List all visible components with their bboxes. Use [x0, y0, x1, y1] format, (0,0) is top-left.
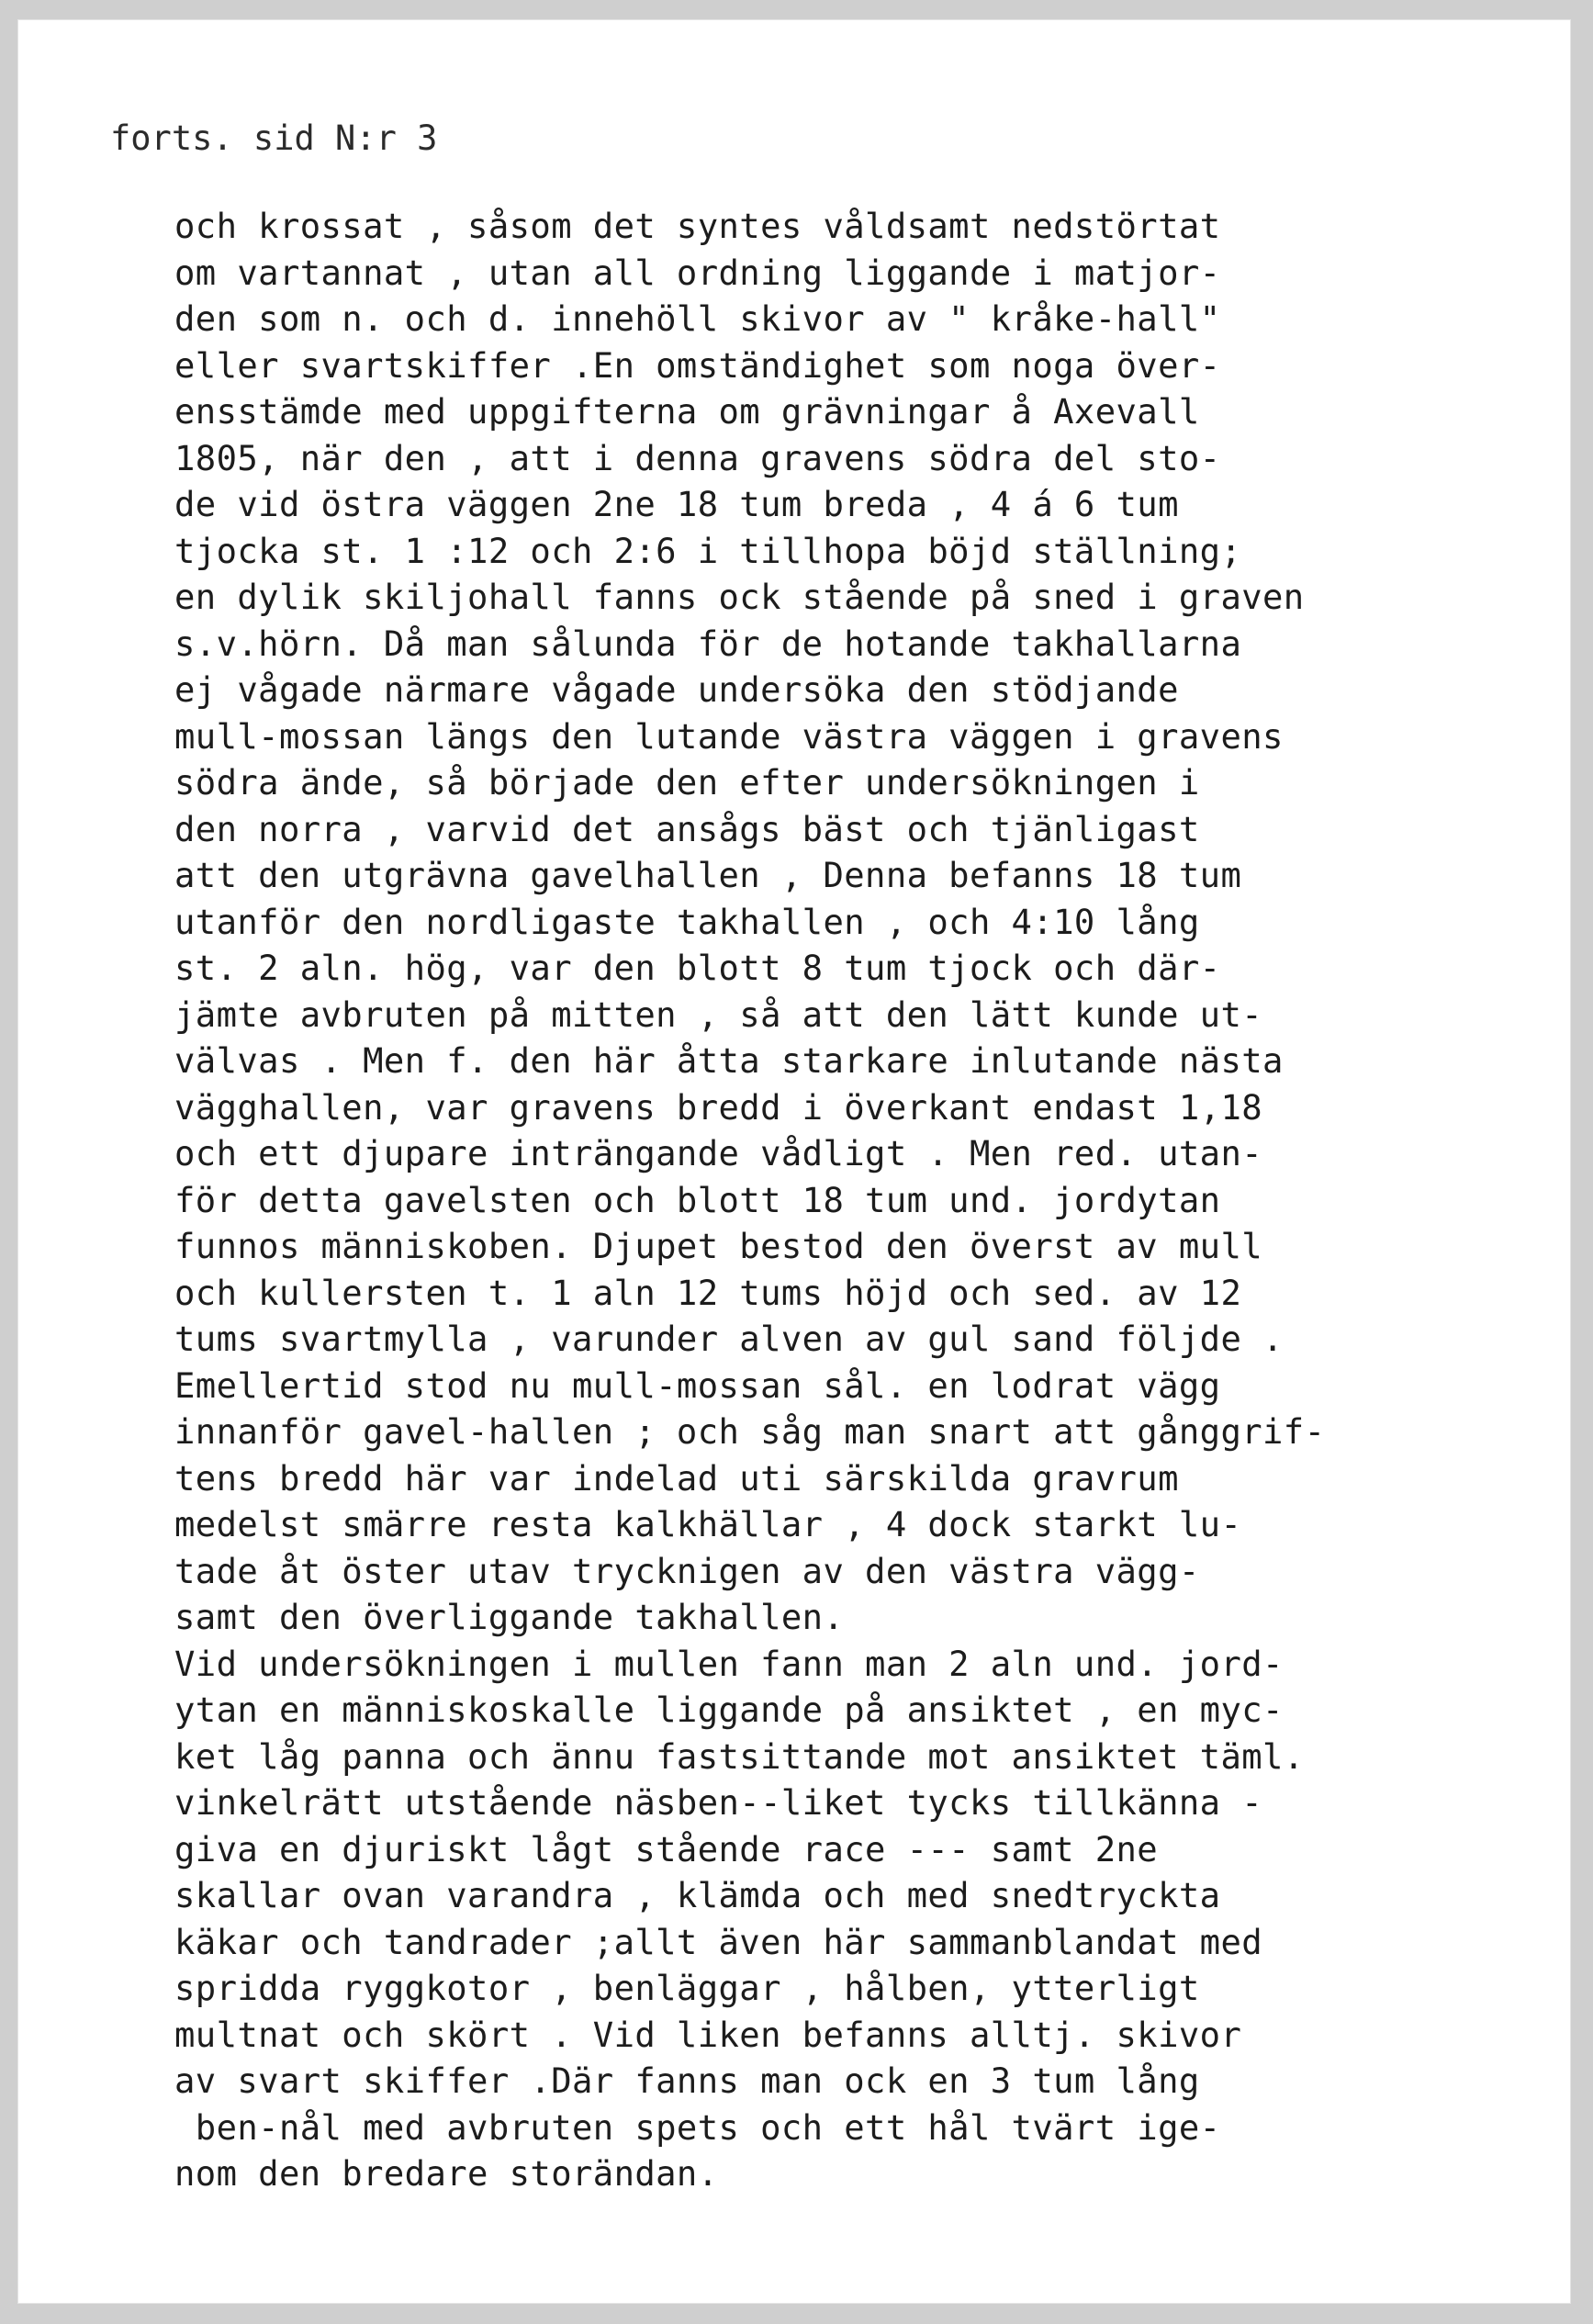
text-line: södra ände, så började den efter undersökningen i [174, 762, 1200, 803]
text-line: medelst smärre resta kalkhällar , 4 dock starkt lu- [174, 1504, 1242, 1544]
text-line: utanför den nordligaste takhallen , och 4:10 lång [174, 901, 1200, 942]
text-line: tjocka st. 1 :12 och 2:6 i tillhopa böjd ställning; [174, 530, 1242, 571]
text-line: eller svartskiffer .En omständighet som noga över- [174, 344, 1221, 386]
text-line: ytan en människoskalle liggande på ansiktet , en myc- [174, 1690, 1284, 1730]
text-line: ben-nål med avbruten spets och ett hål tvärt ige- [174, 2106, 1221, 2148]
text-line: den som n. och d. innehöll skivor av " kråke-hall" [174, 298, 1221, 339]
text-line: käkar och tandrader ;allt även här sammanblandat med [174, 1921, 1263, 1962]
text-line: ej vågade närmare vågade undersöka den stödjande [174, 669, 1179, 710]
text-line: Emellertid stod nu mull-mossan sål. en lodrat vägg [174, 1364, 1221, 1406]
text-line: spridda ryggkotor , benläggar , hålben, ytterligt [174, 1968, 1200, 2008]
text-line: giva en djuriskt lågt stående race --- samt 2ne [174, 1828, 1159, 1869]
text-line: tade åt öster utav trycknigen av den västra vägg- [174, 1550, 1200, 1591]
typed-body [174, 203, 1515, 2197]
text-line: samt den överliggande takhallen. [174, 1597, 845, 1637]
text-line: st. 2 aln. hög, var den blott 8 tum tjock och där- [174, 948, 1221, 988]
text-line: de vid östra väggen 2ne 18 tum breda , 4 á 6 tum [174, 484, 1179, 524]
page-heading: forts. sid N:r 3 [110, 118, 438, 158]
text-line: vinkelrätt utstående näsben--liket tycks tillkänna - [174, 1782, 1263, 1823]
text-line: skallar ovan varandra , klämda och med snedtryckta [174, 1875, 1221, 1915]
text-line: mull-mossan längs den lutande västra väggen i gravens [174, 715, 1284, 757]
text-line: Vid undersökningen i mullen fann man 2 aln und. jord- [174, 1643, 1284, 1684]
text-line: multnat och skört . Vid liken befanns alltj. skivor [174, 2014, 1242, 2055]
text-line: om vartannat , utan all ordning liggande i matjor- [174, 252, 1221, 293]
text-line: och kullersten t. 1 aln 12 tums höjd och sed. av 12 [174, 1272, 1242, 1313]
text-line: den norra , varvid det ansågs bäst och tjänligast [174, 808, 1200, 849]
text-line: jämte avbruten på mitten , så att den lätt kunde ut- [174, 994, 1263, 1035]
text-line: ensstämde med uppgifterna om grävningar å Axevall [174, 391, 1200, 432]
text-line: s.v.hörn. Då man sålunda för de hotande takhallarna [174, 623, 1242, 664]
text-line: nom den bredare storändan. [174, 2153, 719, 2194]
text-line: funnos människoben. Djupet bestod den överst av mull [174, 1226, 1263, 1266]
text-line: att den utgrävna gavelhallen , Denna befanns 18 tum [174, 855, 1242, 895]
text-line: och krossat , såsom det syntes våldsamt nedstörtat [174, 206, 1221, 246]
text-line: tums svartmylla , varunder alven av gul sand följde . [174, 1319, 1284, 1359]
text-line: innanför gavel-hallen ; och såg man snart att gånggrif- [174, 1411, 1326, 1452]
text-line: och ett djupare inträngande vådligt . Men red. utan- [174, 1133, 1263, 1173]
text-line: för detta gavelsten och blott 18 tum und. jordytan [174, 1179, 1221, 1220]
document-page [18, 20, 1570, 2303]
text-line: 1805, när den , att i denna gravens södra del sto- [174, 437, 1221, 478]
text-line: vägghallen, var gravens bredd i överkant endast 1,18 [174, 1086, 1263, 1128]
text-line: tens bredd här var indelad uti särskilda gravrum [174, 1457, 1179, 1499]
text-line: en dylik skiljohall fanns ock stående på sned i graven [174, 577, 1305, 617]
text-line: välvas . Men f. den här åtta starkare inlutande nästa [174, 1040, 1284, 1081]
text-line: ket låg panna och ännu fastsittande mot ansiktet täml. [174, 1735, 1305, 1777]
text-line: av svart skiffer .Där fanns man ock en 3 tum lång [174, 2060, 1200, 2101]
